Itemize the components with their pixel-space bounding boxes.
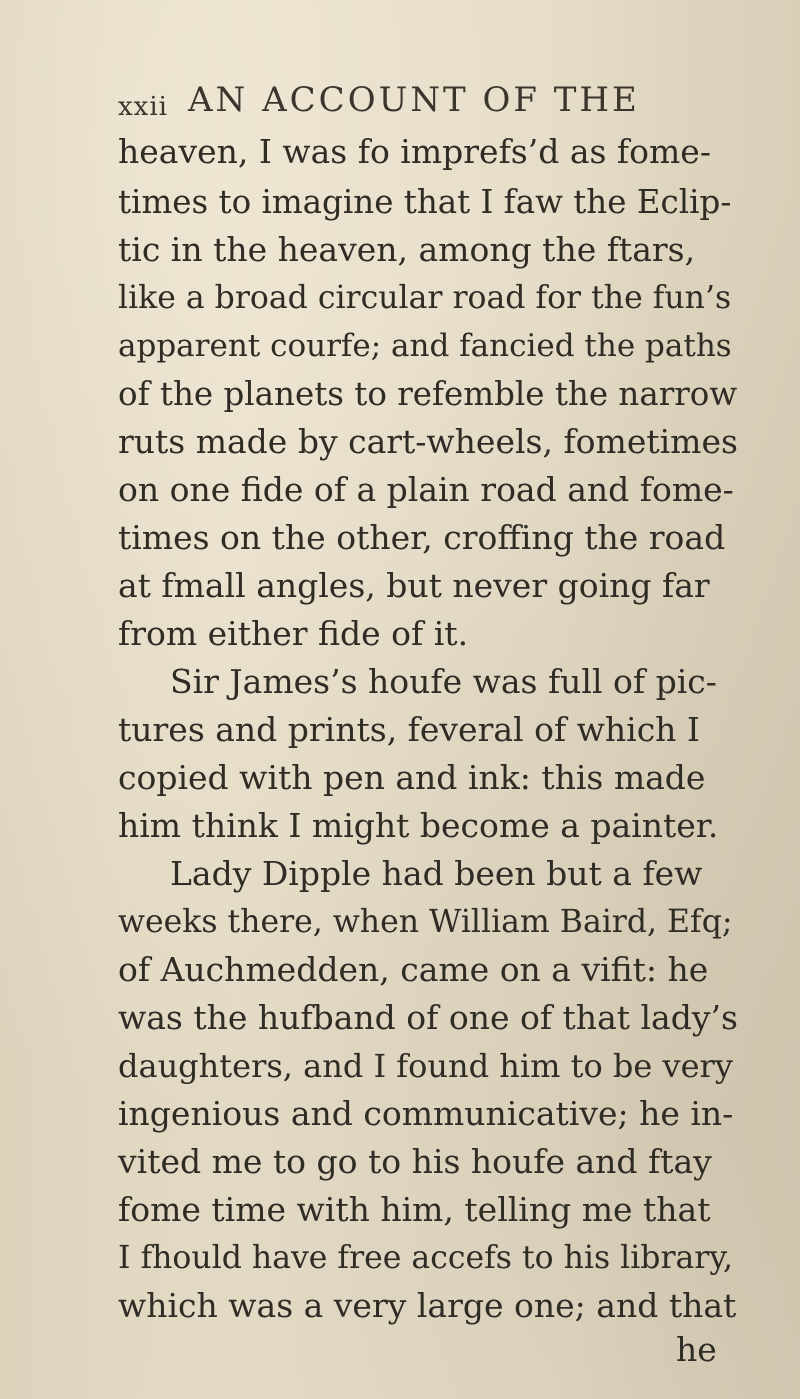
text-line: times to imagine that I faw the Eclip- bbox=[118, 183, 732, 221]
text-line: tures and prints, feveral of which I bbox=[118, 710, 700, 749]
text-line: fome time with him, telling me that bbox=[118, 1190, 711, 1229]
text-line: which was a very large one; and that bbox=[118, 1286, 737, 1325]
paragraph-start: Sir James’s houfe was full of pic- bbox=[170, 662, 717, 701]
text-line: of Auchmedden, came on a vifit: he bbox=[118, 950, 709, 989]
text-line: weeks there, when William Baird, Efq; bbox=[118, 904, 733, 940]
text-line: him think I might become a painter. bbox=[118, 806, 719, 845]
text-line: vited me to go to his houfe and ftay bbox=[118, 1142, 712, 1181]
catchword: he bbox=[676, 1330, 717, 1369]
text-line: times on the other, croffing the road bbox=[118, 518, 726, 557]
page-number: xxii bbox=[118, 92, 168, 122]
text-line: from either fide of it. bbox=[118, 614, 469, 653]
text-line: at fmall angles, but never going far bbox=[118, 566, 710, 605]
text-line: ingenious and communicative; he in- bbox=[118, 1094, 734, 1133]
text-line: daughters, and I found him to be very bbox=[118, 1047, 733, 1085]
text-line: tic in the heaven, among the ftars, bbox=[118, 230, 696, 269]
text-line: of the planets to refemble the narrow bbox=[118, 375, 738, 413]
text-line: was the hufband of one of that lady’s bbox=[118, 998, 738, 1037]
text-line: copied with pen and ink: this made bbox=[118, 758, 706, 797]
paragraph-start: Lady Dipple had been but a few bbox=[170, 854, 703, 893]
running-head: AN ACCOUNT OF THE bbox=[188, 80, 640, 120]
text-line: like a broad circular road for the fun’s bbox=[118, 280, 732, 316]
text-line: apparent courfe; and fancied the paths bbox=[118, 328, 732, 364]
text-line: ruts made by cart-wheels, fometimes bbox=[118, 422, 738, 461]
text-line: I fhould have free accefs to his library, bbox=[118, 1240, 733, 1276]
text-line: on one fide of a plain road and fome- bbox=[118, 470, 734, 509]
page-header bbox=[118, 80, 718, 130]
text-line: heaven, I was fo imprefs’d as fome- bbox=[118, 132, 711, 171]
